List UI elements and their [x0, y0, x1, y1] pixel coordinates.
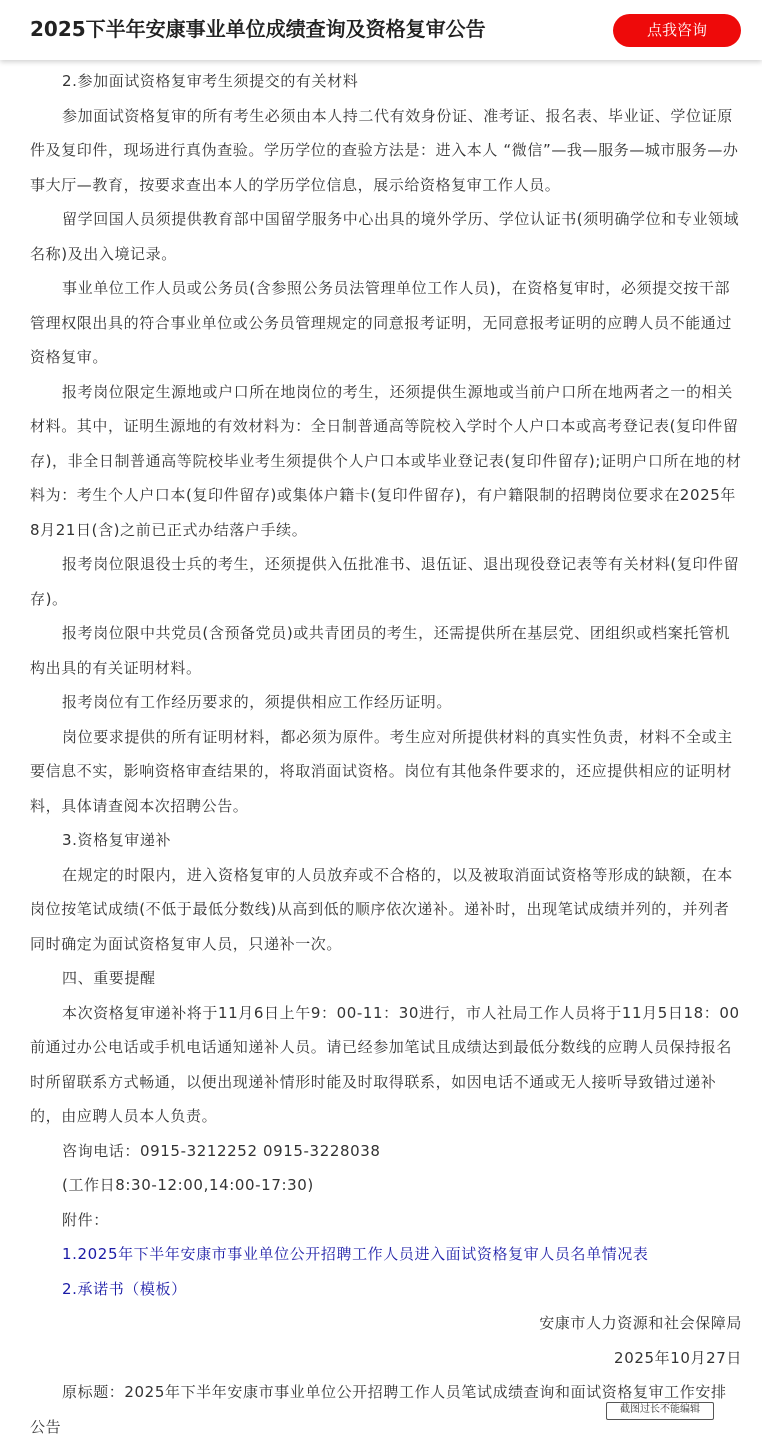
issue-date: 2025年10月27日 — [614, 1348, 742, 1367]
section-heading-replacement: 3.资格复审递补 — [62, 831, 172, 849]
paragraph-replacement-rules: 在规定的时限内，进入资格复审的人员放弃或不合格的，以及被取消面试资格等形成的缺额，在本岗位按笔试成绩(不低于最低分数线)从高到低的顺序依次递补。递补时，出现笔试成绩并列的，并列者同时确定为面试资格复审人员，只递补一次。 — [30, 865, 733, 953]
paragraph-original-documents: 岗位要求提供的所有证明材料，都必须为原件。考生应对所提供材料的真实性负责，材料不全或主要信息不实，影响资格审查结果的，将取消面试资格。岗位有其他条件要求的，还应提供相应的证明材料，具体请查阅本次招聘公告。 — [30, 727, 733, 815]
screenshot-note-badge: 截图过长不能编辑 — [606, 1402, 714, 1420]
attachments-label: 附件： — [62, 1210, 109, 1229]
attachment-link-candidate-list[interactable]: 1.2025年下半年安康市事业单位公开招聘工作人员进入面试资格复审人员名单情况表 — [62, 1245, 649, 1263]
attachment-item — [30, 1237, 742, 1272]
paragraph-party-members: 报考岗位限中共党员(含预备党员)或共青团员的考生，还需提供所在基层党、团组织或档案托管机构出具的有关证明材料。 — [30, 624, 731, 677]
contact-phone: 咨询电话：0915-3212252 0915-3228038 — [62, 1141, 381, 1160]
section-heading-reminder: 四、重要提醒 — [62, 969, 156, 987]
paragraph-required-documents: 参加面试资格复审的所有考生必须由本人持二代有效身份证、准考证、报名表、毕业证、学位证原件及复印件，现场进行真伪查验。学历学位的查验方法是：进入本人 “微信”—我—服务—城市服务—办事大厅—教育，按要求查出本人的学历学位信息，展示给资格复审工作人员。 — [30, 106, 739, 194]
attachment-link-commitment-letter[interactable]: 2.承诺书（模板） — [62, 1279, 187, 1298]
paragraph-veterans: 报考岗位限退役士兵的考生，还须提供入伍批准书、退伍证、退出现役登记表等有关材料(复印件留存)。 — [30, 555, 740, 608]
consult-button[interactable]: 点我咨询 — [613, 14, 741, 47]
section-heading-materials: 2.参加面试资格复审考生须提交的有关材料 — [62, 72, 359, 90]
paragraph-work-experience: 报考岗位有工作经历要求的，须提供相应工作经历证明。 — [62, 693, 453, 711]
attachment-item — [30, 1272, 742, 1307]
working-hours: (工作日8:30-12:00,14:00-17:30) — [62, 1176, 314, 1194]
article-body — [30, 64, 742, 1444]
paragraph-reminder: 本次资格复审递补将于11月6日上午9：00-11：30进行，市人社局工作人员将于11月5日18：00前通过办公电话或手机电话通知递补人员。请已经参加笔试且成绩达到最低分数线的应聘人员保持报名时所留联系方式畅通，以便出现递补情形时能及时取得联系，如因电话不通或无人接听导致错过递补的，由应聘人员本人负责。 — [30, 1003, 740, 1125]
paragraph-overseas-returnees: 留学回国人员须提供教育部中国留学服务中心出具的境外学历、学位认证书(须明确学位和专业领域名称)及出入境记录。 — [30, 210, 740, 263]
original-title: 原标题：2025年下半年安康市事业单位公开招聘工作人员笔试成绩查询和面试资格复审工作安排公告 — [30, 1383, 727, 1436]
page-header — [0, 0, 762, 60]
issuing-organization: 安康市人力资源和社会保障局 — [539, 1314, 742, 1332]
paragraph-civil-servants: 事业单位工作人员或公务员(含参照公务员法管理单位工作人员)，在资格复审时，必须提交按干部管理权限出具的符合事业单位或公务员管理规定的同意报考证明，无同意报考证明的应聘人员不能通过资格复审。 — [30, 279, 733, 366]
page-title: 2025下半年安康事业单位成绩查询及资格复审公告 — [30, 17, 486, 41]
paragraph-household-registration: 报考岗位限定生源地或户口所在地岗位的考生，还须提供生源地或当前户口所在地两者之一的相关材料。其中，证明生源地的有效材料为：全日制普通高等院校入学时个人户口本或高考登记表(复印件留存)，非全日制普通高等院校毕业考生须提供个人户口本或毕业登记表(复印件留存);证明户口所在地的材料为：考生个人户口本(复印件留存)或集体户籍卡(复印件留存)，有户籍限制的招聘岗位要求在2025年8月21日(含)之前已正式办结落户手续。 — [30, 382, 742, 539]
